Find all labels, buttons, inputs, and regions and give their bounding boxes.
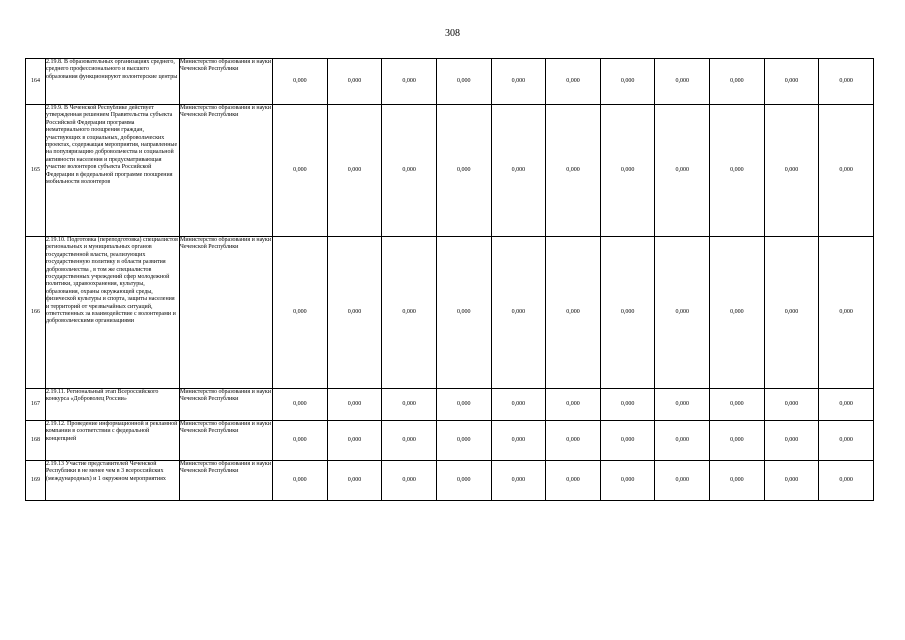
value-cell: 0,000 [600,421,655,461]
value-cell: 0,000 [546,421,601,461]
executor-cell: Министерство образования и науки Чеченской Республики [180,461,273,501]
table-row [26,237,874,389]
value-cell: 0,000 [491,461,546,501]
value-cell: 0,000 [382,105,437,237]
value-cell: 0,000 [273,461,328,501]
value-cell: 0,000 [819,421,874,461]
value-cell: 0,000 [436,59,491,105]
row-number: 169 [26,461,46,501]
value-cell: 0,000 [491,105,546,237]
measure-cell: 2.19.8. В образовательных организациях среднего, среднего профессионального и высшего образования функционируют волонтерские центры [46,59,180,105]
measure-cell: 2.19.11. Региональный этап Всероссийского конкурса «Доброволец России» [46,389,180,421]
value-cell: 0,000 [491,421,546,461]
value-cell: 0,000 [600,105,655,237]
value-cell: 0,000 [491,389,546,421]
value-cell: 0,000 [655,389,710,421]
measure-cell: 2.19.13 Участие представителей Чеченской Республики в не менее чем в 3 всероссийских (международных) и 1 окружном мероприятиях [46,461,180,501]
value-cell: 0,000 [382,59,437,105]
value-cell: 0,000 [273,389,328,421]
table-row [26,59,874,105]
value-cell: 0,000 [655,237,710,389]
value-cell: 0,000 [436,421,491,461]
value-cell: 0,000 [273,237,328,389]
value-cell: 0,000 [327,105,382,237]
value-cell: 0,000 [600,237,655,389]
row-number: 167 [26,389,46,421]
value-cell: 0,000 [327,421,382,461]
value-cell: 0,000 [655,105,710,237]
value-cell: 0,000 [764,59,819,105]
value-cell: 0,000 [546,105,601,237]
executor-cell: Министерство образования и науки Чеченской Республики [180,421,273,461]
row-number: 168 [26,421,46,461]
row-number: 166 [26,237,46,389]
executor-cell: Министерство образования и науки Чеченской Республики [180,389,273,421]
value-cell: 0,000 [764,105,819,237]
executor-cell: Министерство образования и науки Чеченской Республики [180,105,273,237]
value-cell: 0,000 [327,461,382,501]
value-cell: 0,000 [546,59,601,105]
value-cell: 0,000 [764,237,819,389]
value-cell: 0,000 [600,461,655,501]
value-cell: 0,000 [710,461,765,501]
value-cell: 0,000 [327,59,382,105]
row-number: 164 [26,59,46,105]
value-cell: 0,000 [710,237,765,389]
value-cell: 0,000 [273,421,328,461]
value-cell: 0,000 [382,389,437,421]
value-cell: 0,000 [436,237,491,389]
value-cell: 0,000 [546,389,601,421]
table-row [26,105,874,237]
value-cell: 0,000 [546,237,601,389]
value-cell: 0,000 [273,59,328,105]
value-cell: 0,000 [327,237,382,389]
value-cell: 0,000 [819,237,874,389]
value-cell: 0,000 [819,59,874,105]
value-cell: 0,000 [655,59,710,105]
value-cell: 0,000 [436,389,491,421]
executor-cell: Министерство образования и науки Чеченской Республики [180,59,273,105]
value-cell: 0,000 [546,461,601,501]
value-cell: 0,000 [491,59,546,105]
executor-cell: Министерство образования и науки Чеченской Республики [180,237,273,389]
value-cell: 0,000 [710,389,765,421]
value-cell: 0,000 [655,421,710,461]
value-cell: 0,000 [491,237,546,389]
value-cell: 0,000 [819,389,874,421]
value-cell: 0,000 [764,461,819,501]
measure-cell: 2.19.12. Проведение информационной и рекламной компании в соответствии с федеральной концепцией [46,421,180,461]
value-cell: 0,000 [819,461,874,501]
value-cell: 0,000 [327,389,382,421]
value-cell: 0,000 [764,421,819,461]
value-cell: 0,000 [764,389,819,421]
table-row [26,421,874,461]
value-cell: 0,000 [382,461,437,501]
page-number: 308 [445,28,460,39]
value-cell: 0,000 [436,461,491,501]
value-cell: 0,000 [819,105,874,237]
row-number: 165 [26,105,46,237]
value-cell: 0,000 [600,389,655,421]
value-cell: 0,000 [655,461,710,501]
budget-table [25,58,874,501]
table-row [26,389,874,421]
value-cell: 0,000 [710,59,765,105]
value-cell: 0,000 [273,105,328,237]
value-cell: 0,000 [710,421,765,461]
value-cell: 0,000 [382,421,437,461]
measure-cell: 2.19.10. Подготовка (переподготовка) специалистов региональных и муниципальных органов государственной власти, реализующих государственную политику в области развития добровольчества , в том же специалистов государственных учреждений сфер молодежной политики, здравоохранения, культуры, образования, охраны окружающей среды, физической культуры и спорта, защиты населения и территорий от чрезвычайных ситуаций, ответственных за взаимодействие с волонтерами и добровольческими организациями [46,237,180,389]
measure-cell: 2.19.9. В Чеченской Республике действует утвержденная решением Правительства субъекта Российской Федерации программа нематериального поощрения граждан, участвующих в социальных, добровольческих проектах, содержащая мероприятия, направленные на популяризацию добровольчества и социальной активности населения и предусматривающая участие волонтеров субъекта Российской Федерации в федеральной программе поощрения мобильности волонтеров [46,105,180,237]
value-cell: 0,000 [600,59,655,105]
table-row [26,461,874,501]
value-cell: 0,000 [710,105,765,237]
value-cell: 0,000 [382,237,437,389]
value-cell: 0,000 [436,105,491,237]
